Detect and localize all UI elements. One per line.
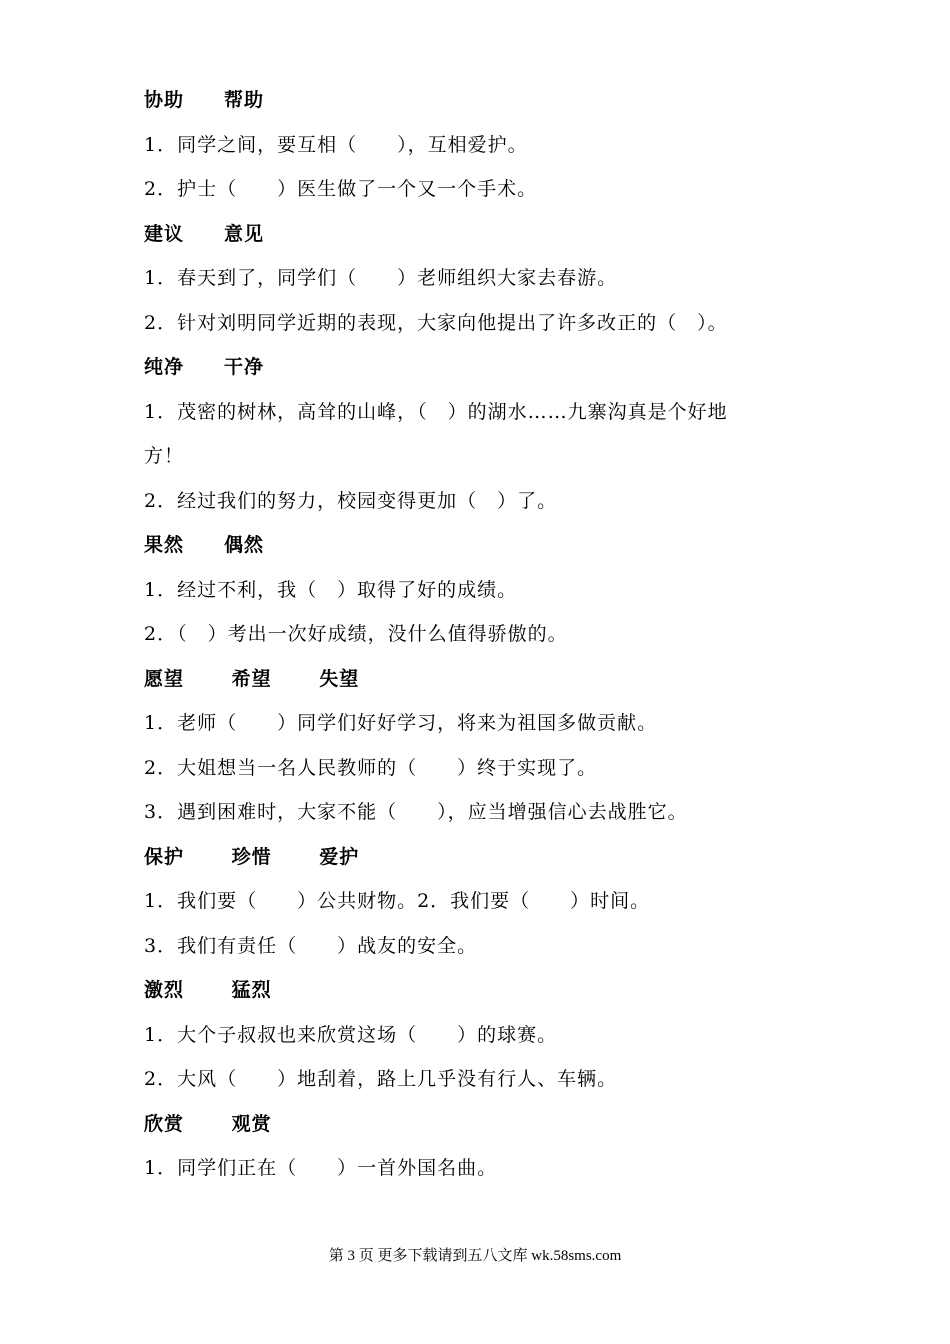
exercise-sentence: 2．大风（ ）地刮着，路上几乎没有行人、车辆。	[144, 1068, 618, 1090]
exercise-sentence: 1．经过不利，我（ ）取得了好的成绩。	[144, 578, 518, 601]
exercise-sentence: 1．同学们正在（ ）一首外国名曲。	[144, 1157, 498, 1179]
exercise-sentence: 1．大个子叔叔也来欣赏这场（ ）的球赛。	[144, 1023, 558, 1046]
page-footer: 第 3 页 更多下载请到五八文库 wk.58sms.com	[328, 1248, 622, 1264]
exercise-sentence: 2．大姐想当一名人民教师的（ ）终于实现了。	[144, 756, 598, 779]
word-pair-heading: 协助 帮助	[144, 89, 265, 111]
word-pair-heading: 欣赏 观赏	[144, 1112, 272, 1135]
exercise-content	[144, 78, 824, 1191]
exercise-sentence: 1．同学之间，要互相（ ），互相爱护。	[144, 133, 528, 156]
exercise-sentence: 2．针对刘明同学近期的表现，大家向他提出了许多改正的（ ）。	[144, 311, 728, 334]
exercise-sentence-continuation: 方！	[144, 445, 185, 467]
word-pair-heading: 建议 意见	[144, 222, 265, 245]
word-group-heading: 愿望 希望 失望	[144, 667, 360, 690]
exercise-sentence: 3．遇到困难时，大家不能（ ），应当增强信心去战胜它。	[144, 801, 688, 823]
exercise-sentence: 2．（ ）考出一次好成绩，没什么值得骄傲的。	[144, 623, 568, 645]
word-group-heading: 保护 珍惜 爱护	[144, 845, 360, 868]
exercise-sentence: 1．我们要（ ）公共财物。2．我们要（ ）时间。	[144, 890, 651, 912]
exercise-sentence: 2．经过我们的努力，校园变得更加（ ）了。	[144, 489, 558, 512]
exercise-sentence: 1．茂密的树林，高耸的山峰，（ ）的湖水……九寨沟真是个好地	[144, 400, 728, 423]
exercise-sentence: 2．护士（ ）医生做了一个又一个手术。	[144, 178, 538, 200]
word-pair-heading: 果然 偶然	[144, 534, 265, 556]
exercise-sentence: 1．春天到了，同学们（ ）老师组织大家去春游。	[144, 267, 618, 289]
exercise-sentence: 3．我们有责任（ ）战友的安全。	[144, 934, 478, 957]
word-pair-heading: 激烈 猛烈	[144, 979, 272, 1001]
exercise-sentence: 1．老师（ ）同学们好好学习，将来为祖国多做贡献。	[144, 712, 658, 734]
word-pair-heading: 纯净 干净	[144, 356, 265, 378]
